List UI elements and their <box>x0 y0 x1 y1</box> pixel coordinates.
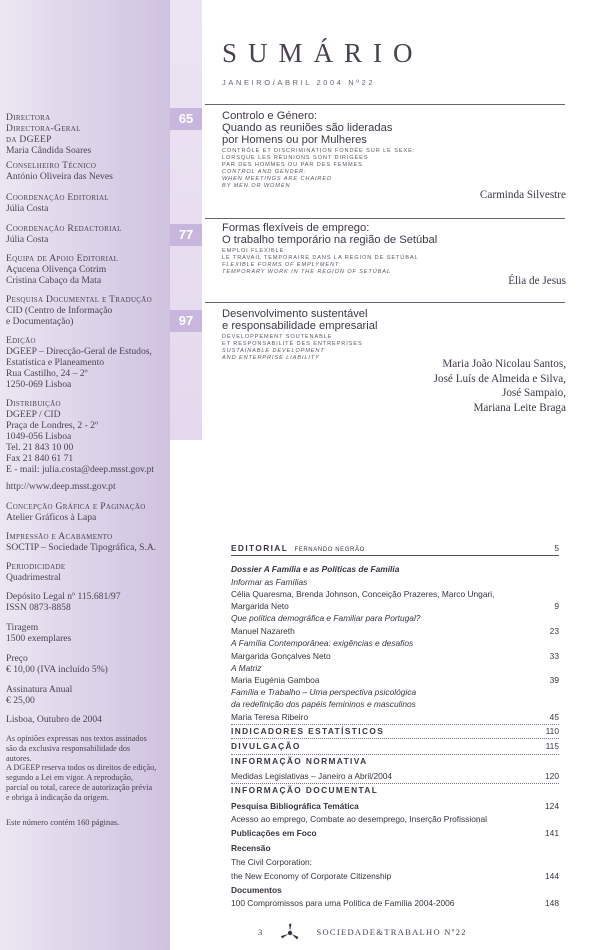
credit-value: 1250-069 Lisboa <box>6 379 72 390</box>
article-author: Maria João Nicolau Santos, <box>442 358 566 370</box>
toc-page: 45 <box>549 712 559 722</box>
credit-value: Rua Castilho, 24 – 2º <box>6 368 88 379</box>
article-author: Carminda Silvestre <box>479 189 566 201</box>
credit-edicao <box>6 335 166 390</box>
toc-item-row <box>231 651 559 661</box>
footer-journal-name: SOCIEDADE&TRABALHO Nº22 <box>316 926 467 937</box>
page-count-note: Este número contém 160 páginas. <box>6 818 120 827</box>
toc-item-desc: 100 Compromissos para uma Política de Família 2004-2006 <box>231 898 455 908</box>
toc-author: FERNANDO NEGRÃO <box>294 547 365 553</box>
credit-value: Praça de Londres, 2 - 2º <box>6 420 98 431</box>
credit-assinatura <box>6 684 166 706</box>
credit-label: Preço <box>6 653 28 664</box>
toc-item-title: Publicações em Foco <box>231 828 317 838</box>
credit-value: Estatística e Planeamento <box>6 357 105 368</box>
toc-row-indicadores[interactable] <box>231 726 559 736</box>
article-subtitle: EMPLOI FLEXIBLE: <box>222 248 287 254</box>
credit-label: da DGEEP <box>6 134 52 145</box>
credit-value: ISSN 0873-8858 <box>6 602 71 613</box>
article-subtitle: BY MEN OR WOMEN <box>222 183 291 189</box>
toc-section-title: INFORMAÇÃO NORMATIVA <box>231 756 368 766</box>
credit-value: e Documentação) <box>6 316 74 327</box>
credit-value: € 10,00 (IVA incluído 5%) <box>6 664 108 675</box>
credit-label: Tiragem <box>6 622 39 633</box>
toc-item-authors: Manuel Nazareth <box>231 626 295 636</box>
credit-label: Impressão e Acabamento <box>6 531 113 542</box>
toc-section-title: INDICADORES ESTATÍSTICOS <box>231 726 385 736</box>
toc-item-row <box>231 712 559 722</box>
toc-rule <box>231 738 559 739</box>
toc-row-informacao-documental[interactable] <box>231 785 559 795</box>
toc-item-title[interactable]: Que política demográfica e Familiar para Portugal? <box>231 613 421 623</box>
legal-notice-line: segundo a Lei em vigor. A reprodução, <box>6 773 133 783</box>
credit-pesquisa <box>6 294 166 327</box>
article-title: por Homens ou por Mulheres <box>222 134 367 146</box>
toc-rule <box>231 724 559 725</box>
toc-page: 120 <box>545 771 559 781</box>
article-title: Controlo e Género: <box>222 110 318 122</box>
credit-value: 1049-056 Lisboa <box>6 431 72 442</box>
credit-concepcao <box>6 501 166 523</box>
credit-tiragem <box>6 622 166 644</box>
triskele-icon <box>279 922 301 944</box>
credit-value: DGEEP – Direcção-Geral de Estudos, <box>6 346 152 357</box>
credit-directora <box>6 112 166 156</box>
article-author: José Luís de Almeida e Silva, <box>433 372 566 385</box>
toc-row-divulgacao[interactable] <box>231 741 559 751</box>
article-subtitle: CONTRÔLE ET DISCRIMINATION FONDÉE SUR LE SEXE: <box>222 148 416 154</box>
article-subtitle: SUSTAINABLE DEVELOPMENT <box>222 348 325 354</box>
toc-page: 5 <box>554 543 559 553</box>
page-title: SUMÁRIO <box>222 38 424 68</box>
credit-label: Conselheiro Técnico <box>6 160 97 171</box>
toc-item-row[interactable] <box>231 801 559 811</box>
toc-row-editorial[interactable] <box>231 543 559 553</box>
toc-page: 124 <box>545 801 559 811</box>
toc-item-row <box>231 601 559 611</box>
credit-value: Depósito Legal nº 115.681/97 <box>6 591 121 602</box>
credit-coord-editorial <box>6 192 166 214</box>
legal-notice-line: são da exclusiva responsabilidade dos <box>6 743 131 753</box>
toc-item-title[interactable]: A Matriz <box>231 663 262 673</box>
article-entry[interactable] <box>222 308 567 362</box>
credit-value: SOCTIP – Sociedade Tipográfica, S.A. <box>6 542 157 553</box>
credit-value: Cristina Cabaço da Mata <box>6 275 102 286</box>
credit-coord-redactorial <box>6 223 166 245</box>
legal-notice-line: As opiniões expressas nos textos assinados <box>6 734 147 743</box>
legal-notice <box>6 734 166 803</box>
article-subtitle: PAR DES HOMMES OU PAR DES FEMMES <box>222 162 363 168</box>
toc-item-title: Pesquisa Bibliográfica Temática <box>231 801 359 811</box>
article-entry[interactable] <box>222 222 567 276</box>
toc-item-title[interactable]: Documentos <box>231 885 282 895</box>
credit-value: António Oliveira das Neves <box>6 171 113 182</box>
credit-value: € 25,00 <box>6 695 35 706</box>
footer-page-number: 3 <box>258 926 264 937</box>
toc-section-title: INFORMAÇÃO DOCUMENTAL <box>231 785 379 795</box>
toc-section-title: EDITORIAL <box>231 543 289 553</box>
toc-page: 141 <box>545 828 559 838</box>
article-subtitle: DÉVELOPPEMENT SOUTENABLE <box>222 334 333 340</box>
credit-impressao <box>6 531 166 553</box>
article-entry[interactable] <box>222 110 567 190</box>
credit-conselheiro <box>6 160 166 182</box>
article-authors <box>434 357 566 415</box>
toc-item-desc: Acesso ao emprego, Combate ao desemprego, Inserção Profissional <box>231 814 488 824</box>
credit-value: Atelier Gráficos à Lapa <box>6 512 97 523</box>
credit-label: Directora-Geral <box>6 123 81 134</box>
toc-item-authors: Maria Eugénia Gamboa <box>231 675 320 685</box>
toc-item-title: da redefinição dos papéis femininos e masculinos <box>231 699 416 709</box>
article-page-number[interactable]: 65 <box>170 108 202 130</box>
article-subtitle: WHEN MEETINGS ARE CHAIRED <box>222 176 332 182</box>
article-author: José Sampaio, <box>501 387 566 399</box>
publication-place-date: Lisboa, Outubro de 2004 <box>6 714 102 725</box>
article-rule <box>205 104 565 105</box>
legal-notice-line: A DGEEP reserva todos os direitos de edição, <box>6 763 157 773</box>
toc-page: 33 <box>549 651 559 661</box>
toc-item-row[interactable] <box>231 828 559 838</box>
toc-rule <box>231 783 559 784</box>
toc-page: 39 <box>549 675 559 685</box>
email-link[interactable]: E - mail: julia.costa@deep.msst.gov.pt <box>6 464 155 475</box>
legal-notice-line: e obriga à indicação da origem. <box>6 792 109 802</box>
credit-label: Equipa de Apoio Editorial <box>6 253 119 264</box>
credit-value: CID (Centro de Informação <box>6 305 113 316</box>
toc-item-desc: the New Economy of Corporate Citizenship <box>231 871 392 881</box>
toc-page: 115 <box>545 741 559 751</box>
legal-notice-line: parcial ou total, carece de autorização prévia <box>6 782 153 792</box>
credit-label: Edição <box>6 335 36 346</box>
credit-distribuicao <box>6 398 166 475</box>
page-number-column <box>170 0 202 440</box>
toc-rule <box>231 555 559 556</box>
toc-item-title[interactable]: Recensão <box>231 843 271 853</box>
credit-value: DGEEP / CID <box>6 409 61 420</box>
article-title: Formas flexíveis de emprego: <box>222 222 370 234</box>
toc-page: 144 <box>545 871 559 881</box>
credit-value: Quadrimestral <box>6 572 61 583</box>
website-link[interactable]: http://www.deep.msst.gov.pt <box>6 481 116 492</box>
article-page-number[interactable]: 77 <box>170 224 202 246</box>
toc-section-title: DIVULGAÇÃO <box>231 741 301 751</box>
toc-item-row[interactable] <box>231 771 559 781</box>
article-author: Élia de Jesus <box>508 275 566 287</box>
toc-item-title[interactable]: Informar as Famílias <box>231 577 308 587</box>
credit-equipa <box>6 253 166 286</box>
article-subtitle: AND ENTERPRISE LIABILITY <box>222 355 320 361</box>
credit-value: Maria Cândida Soares <box>6 145 92 156</box>
credit-deposito <box>6 591 166 613</box>
credit-label: Coordenação Editorial <box>6 192 109 203</box>
article-subtitle: CONTROL AND GENDER: <box>222 169 307 175</box>
toc-item-row <box>231 675 559 685</box>
toc-item-authors: Margarida Gonçalves Neto <box>231 651 331 661</box>
article-title: Desenvolvimento sustentável <box>222 308 368 320</box>
credit-label: Assinatura Anual <box>6 684 73 695</box>
toc-item-row <box>231 626 559 636</box>
credit-periodicidade <box>6 561 166 583</box>
credit-value: Fax 21 840 61 71 <box>6 453 74 464</box>
article-page-number[interactable]: 97 <box>170 310 202 332</box>
article-subtitle: TEMPORARY WORK IN THE REGION OF SETÚBAL <box>222 269 391 275</box>
article-rule <box>205 302 565 303</box>
credit-label: Concepção Gráfica e Paginação <box>6 501 146 512</box>
credit-label: Directora <box>6 112 51 123</box>
legal-notice-line: autores. <box>6 753 32 763</box>
toc-page: 110 <box>545 726 559 736</box>
article-subtitle: ET RESPONSABILITÉ DES ENTREPRISES <box>222 341 363 347</box>
toc-item-authors: Margarida Neto <box>231 601 289 611</box>
credit-label: Pesquisa Documental e Tradução <box>6 294 152 305</box>
toc-item-desc: The Civil Corporation: <box>231 857 312 867</box>
toc-item-title: Medidas Legislativas – Janeiro a Abril/2004 <box>231 771 393 781</box>
article-title: Quando as reuniões são lideradas <box>222 122 393 134</box>
credit-label: Coordenação Redactorial <box>6 223 122 234</box>
article-subtitle: LE TRAVAIL TEMPORAIRE DANS LA RÉGION DE SETÚBAL <box>222 255 419 261</box>
toc-item-row <box>231 871 559 881</box>
article-title: O trabalho temporário na região de Setúbal <box>222 234 438 246</box>
article-subtitle: LORSQUE LES RÉUNIONS SONT DIRIGÉES <box>222 155 369 161</box>
credit-value: Júlia Costa <box>6 234 49 245</box>
credit-label: Periodicidade <box>6 561 66 572</box>
toc-item-authors: Célia Quaresma, Brenda Johnson, Conceição Prazeres, Marco Ungari, <box>231 589 495 599</box>
article-rule <box>205 218 565 219</box>
credit-label: Distribuição <box>6 398 61 409</box>
toc-page: 23 <box>549 626 559 636</box>
toc-row-informacao-normativa[interactable] <box>231 756 559 766</box>
toc-item-authors: Maria Teresa Ribeiro <box>231 712 309 722</box>
article-title: e responsabilidade empresarial <box>222 320 378 332</box>
credit-value: 1500 exemplares <box>6 633 72 644</box>
toc-page: 148 <box>545 898 559 908</box>
toc-item-title[interactable]: A Família Contemporânea: exigências e desafios <box>231 638 414 648</box>
toc-item-row <box>231 898 559 908</box>
toc-item-title[interactable]: Família e Trabalho – Uma perspectiva psicológica <box>231 687 417 697</box>
toc-page: 9 <box>554 601 559 611</box>
toc-rule <box>231 754 559 755</box>
credit-value: Tel. 21 843 10 00 <box>6 442 74 453</box>
issue-dateline: JANEIRO/ABRIL 2004 Nº22 <box>222 78 376 87</box>
credit-value: Açucena Olivença Cotrim <box>6 264 107 275</box>
article-subtitle: FLEXIBLE FORMS OF EMPLYMENT: <box>222 262 342 268</box>
article-author: Mariana Leite Braga <box>473 401 566 414</box>
toc-dossier-title: Dossier A Família e as Políticas de Família <box>231 564 400 574</box>
page-footer <box>258 922 467 944</box>
credit-value: Júlia Costa <box>6 203 49 214</box>
credit-preco <box>6 653 166 675</box>
